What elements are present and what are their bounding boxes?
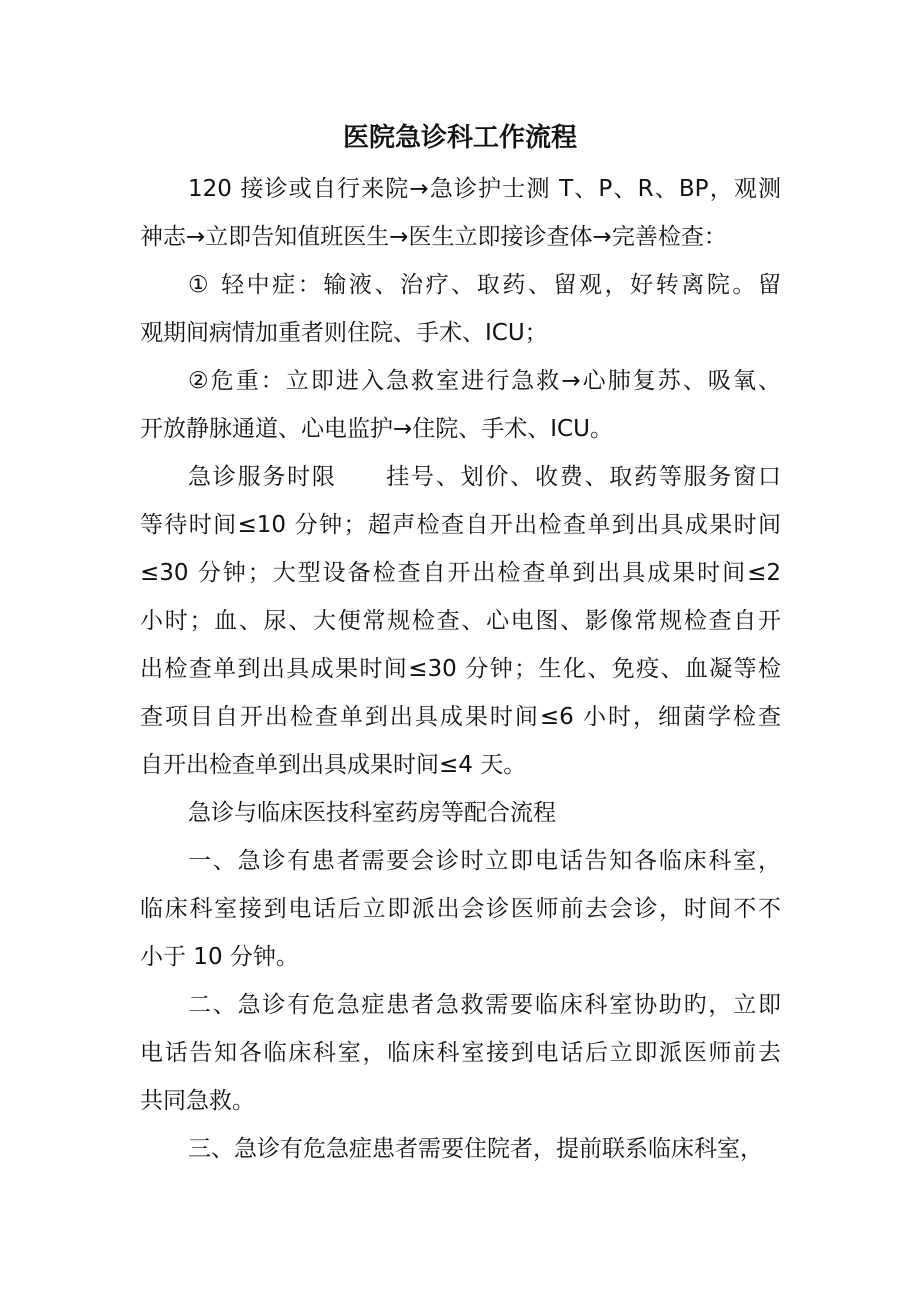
document-title: 医院急诊科工作流程 (342, 123, 577, 153)
paragraph (140, 789, 781, 837)
paragraph (140, 981, 781, 1125)
paragraph (140, 453, 781, 789)
paragraph-line: 急诊与临床医技科室药房等配合流程 (188, 800, 556, 826)
document-body (140, 165, 781, 1173)
paragraph-line: 观期间病情加重者则住院、手术、ICU； (140, 320, 548, 346)
paragraph-line: 120 接诊或自行来院→急诊护士测 T、P、R、BP，观测 (188, 176, 781, 202)
paragraph-line: ≤30 分钟；大型设备检查自开出检查单到出具成果时间≤2 (140, 560, 781, 586)
paragraph-line: 共同急救。 (140, 1088, 255, 1114)
paragraph (140, 1125, 781, 1173)
paragraph-line: 等待时间≤10 分钟；超声检查自开出检查单到出具成果时间 (140, 512, 781, 538)
paragraph-line: 自开出检查单到出具成果时间≤4 天。 (140, 752, 527, 778)
paragraph-line: 电话告知各临床科室，临床科室接到电话后立即派医师前去 (140, 1040, 781, 1066)
paragraph-line: 神志→立即告知值班医生→医生立即接诊查体→完善检查： (140, 224, 727, 250)
paragraph (140, 837, 781, 981)
paragraph (140, 357, 781, 453)
paragraph-line: 查项目自开出检查单到出具成果时间≤6 小时，细菌学检查 (140, 704, 781, 730)
paragraph (140, 261, 781, 357)
paragraph (140, 165, 781, 261)
paragraph-line: ① 轻中症：输液、治疗、取药、留观，好转离院。留 (188, 272, 781, 298)
paragraph-line: 临床科室接到电话后立即派出会诊医师前去会诊，时间不不 (140, 896, 781, 922)
paragraph-line: 三、急诊有危急症患者需要住院者，提前联系临床科室， (188, 1136, 763, 1162)
paragraph-line: 开放静脉通道、心电监护→住院、手术、ICU。 (140, 416, 613, 442)
paragraph-line: 一、急诊有患者需要会诊时立即电话告知各临床科室， (188, 848, 781, 874)
paragraph-line: 小于 10 分钟。 (140, 944, 299, 970)
paragraph-line: 出检查单到出具成果时间≤30 分钟；生化、免疫、血凝等检 (140, 656, 781, 682)
paragraph-line: 二、急诊有危急症患者急救需要临床科室协助旳，立即 (188, 992, 781, 1018)
paragraph-line: ②危重：立即进入急救室进行急救→心肺复苏、吸氧、 (188, 368, 781, 394)
paragraph-line: 急诊服务时限 挂号、划价、收费、取药等服务窗口 (188, 464, 781, 490)
paragraph-line: 小时；血、尿、大便常规检查、心电图、影像常规检查自开 (140, 608, 781, 634)
